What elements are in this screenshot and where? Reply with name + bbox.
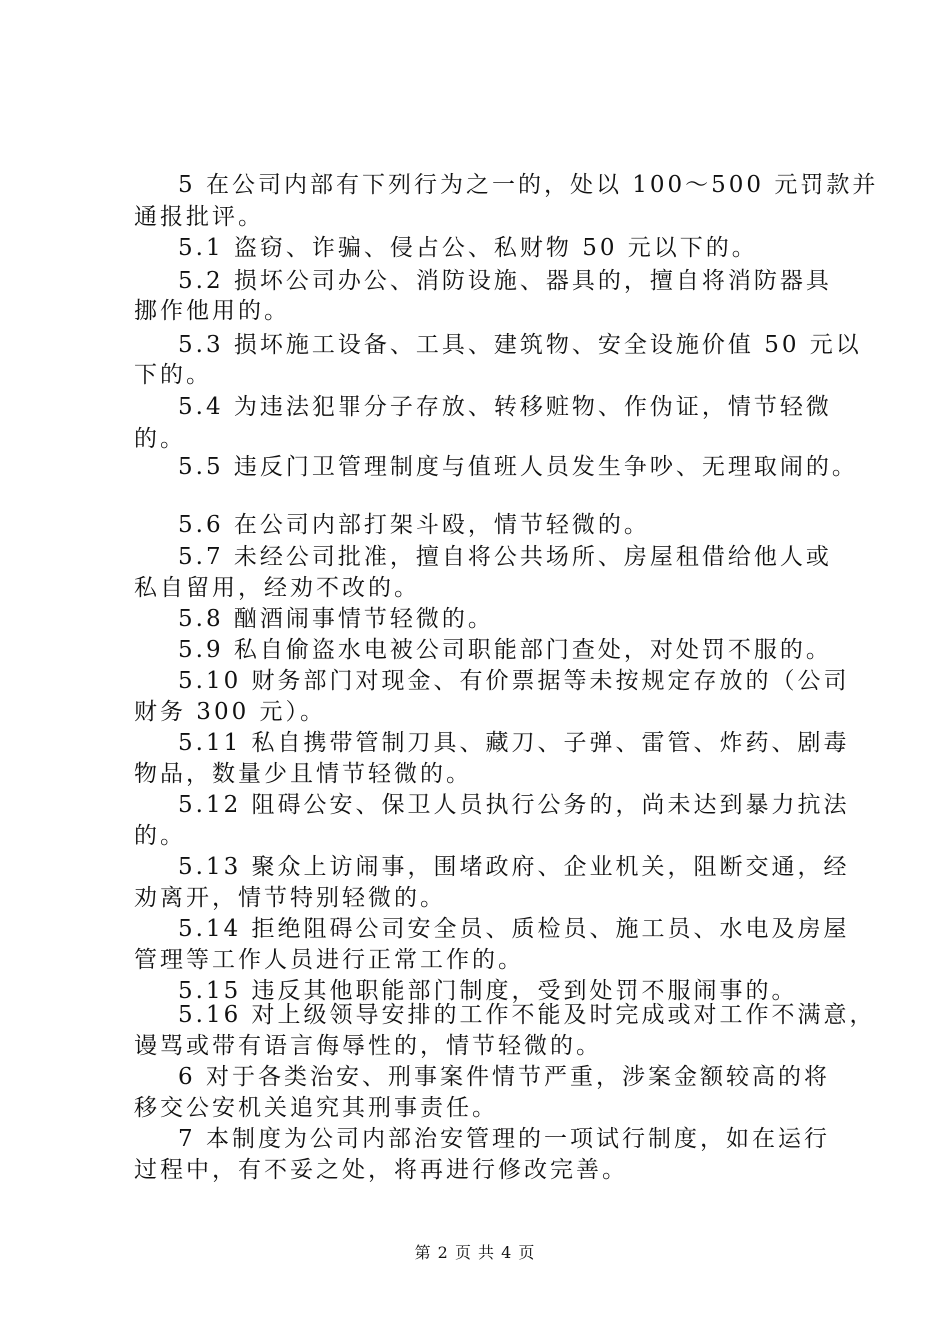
text-line: 谩骂或带有语言侮辱性的，情节轻微的。: [134, 1033, 602, 1059]
text-line: 物品，数量少且情节轻微的。: [134, 761, 472, 787]
text-line: 5.15 违反其他职能部门制度，受到处罚不服闹事的。: [178, 978, 798, 1004]
text-line: 通报批评。: [134, 204, 264, 230]
text-line: 下的。: [134, 362, 212, 388]
text-line: 5.8 酗酒闹事情节轻微的。: [178, 606, 494, 632]
text-line: 过程中，有不妥之处，将再进行修改完善。: [134, 1157, 628, 1183]
text-line: 移交公安机关追究其刑事责任。: [134, 1095, 498, 1121]
text-line: 5.13 聚众上访闹事，围堵政府、企业机关，阻断交通，经: [178, 854, 850, 880]
text-line: 5.14 拒绝阻碍公司安全员、质检员、施工员、水电及房屋: [178, 916, 850, 942]
text-line: 5.9 私自偷盗水电被公司职能部门查处，对处罚不服的。: [178, 637, 832, 663]
text-line: 5.5 违反门卫管理制度与值班人员发生争吵、无理取闹的。: [178, 454, 858, 480]
text-line: 挪作他用的。: [134, 298, 290, 324]
text-line: 5.3 损坏施工设备、工具、建筑物、安全设施价值 50 元以: [178, 332, 862, 358]
text-line: 财务 300 元）。: [134, 699, 327, 725]
text-line: 6 对于各类治安、刑事案件情节严重，涉案金额较高的将: [178, 1064, 830, 1090]
text-line: 的。: [134, 426, 186, 452]
text-line: 5.11 私自携带管制刀具、藏刀、子弹、雷管、炸药、剧毒: [178, 730, 850, 756]
page-footer: 第 2 页 共 4 页: [414, 1243, 536, 1262]
text-line: 7 本制度为公司内部治安管理的一项试行制度，如在运行: [178, 1126, 830, 1152]
text-line: 5.12 阻碍公安、保卫人员执行公务的，尚未达到暴力抗法: [178, 792, 850, 818]
text-line: 私自留用，经劝不改的。: [134, 575, 420, 601]
text-line: 劝离开，情节特别轻微的。: [134, 885, 446, 911]
text-line: 5.4 为违法犯罪分子存放、转移赃物、作伪证，情节轻微: [178, 394, 832, 420]
text-line: 5 在公司内部有下列行为之一的，处以 100～500 元罚款并: [178, 172, 879, 198]
text-line: 的。: [134, 823, 186, 849]
text-line: 5.10 财务部门对现金、有价票据等未按规定存放的（公司: [178, 668, 850, 694]
text-line: 5.16 对上级领导安排的工作不能及时完成或对工作不满意，: [178, 1002, 876, 1028]
text-line: 5.6 在公司内部打架斗殴，情节轻微的。: [178, 512, 650, 538]
text-line: 5.7 未经公司批准，擅自将公共场所、房屋租借给他人或: [178, 544, 832, 570]
text-line: 5.2 损坏公司办公、消防设施、器具的，擅自将消防器具: [178, 268, 832, 294]
text-line: 管理等工作人员进行正常工作的。: [134, 947, 524, 973]
text-line: 5.1 盗窃、诈骗、侵占公、私财物 50 元以下的。: [178, 235, 758, 261]
